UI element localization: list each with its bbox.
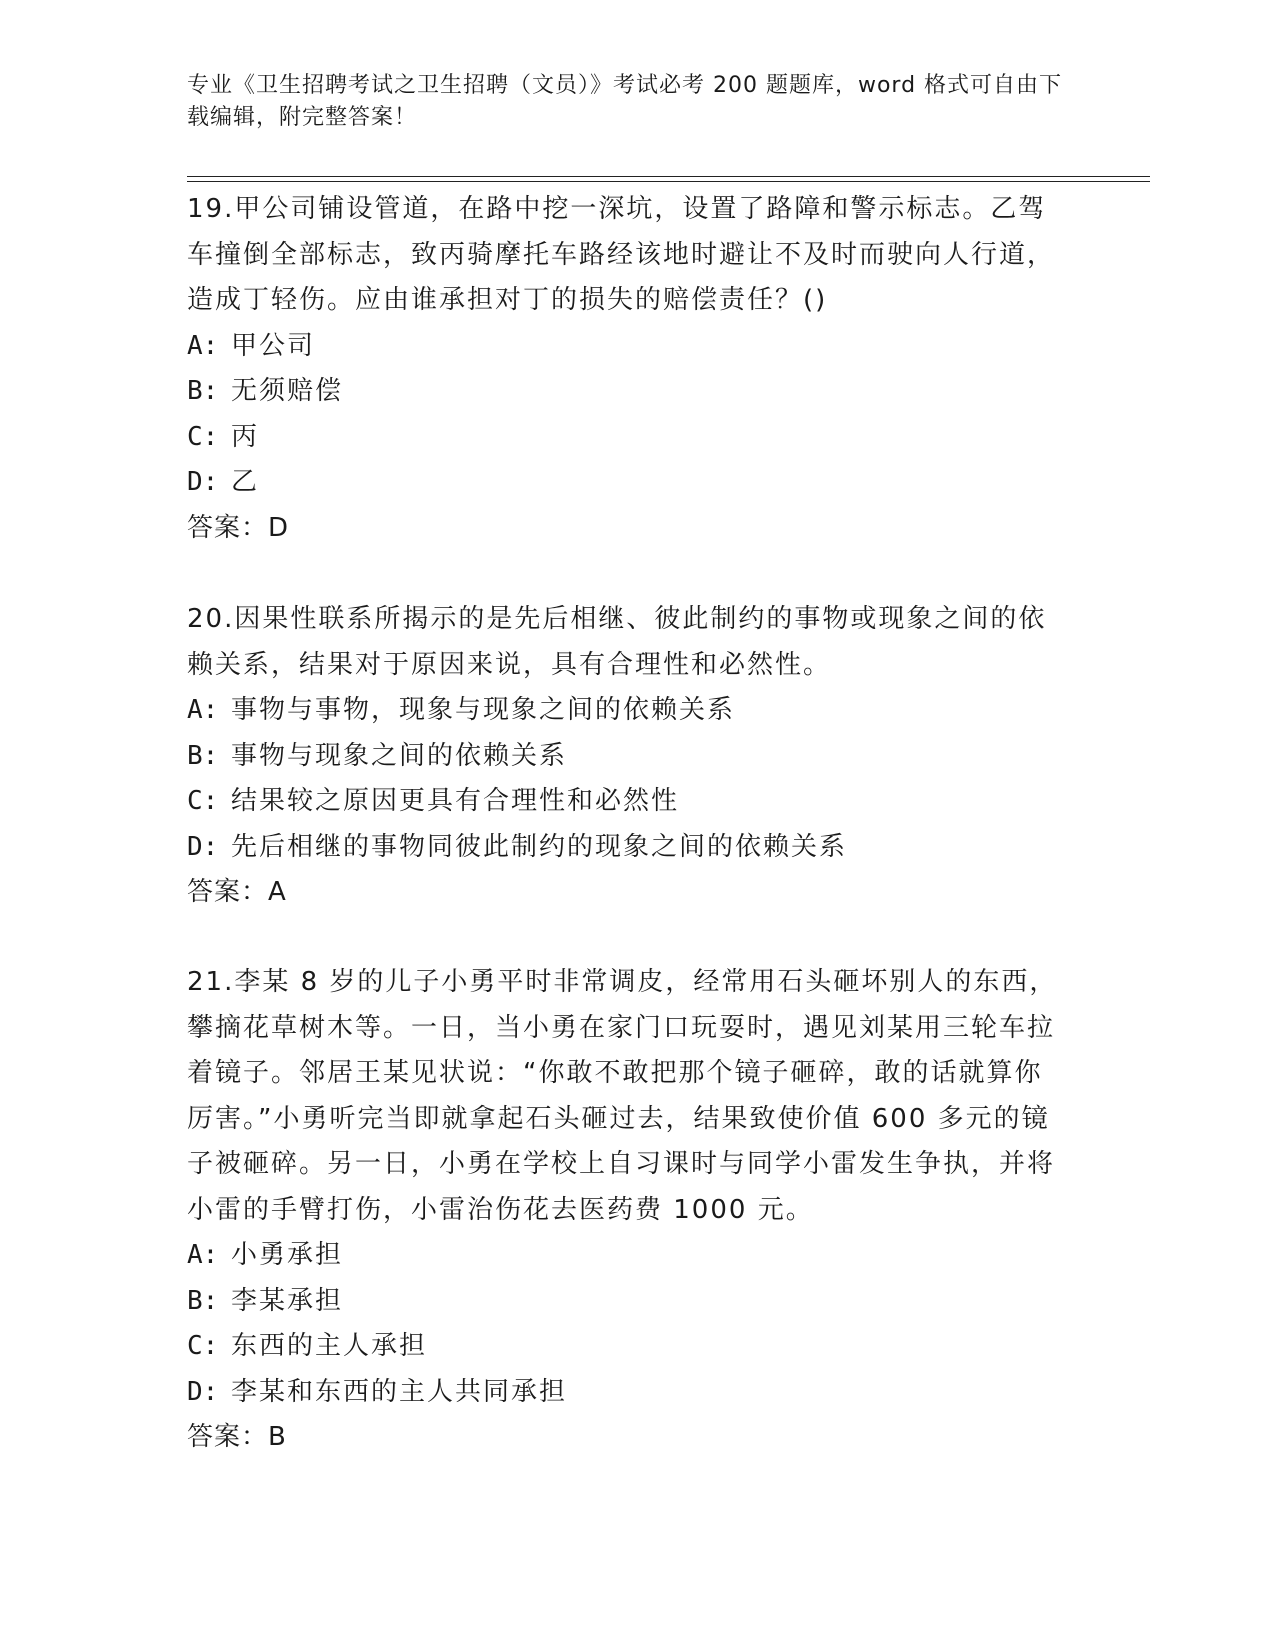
option-key: C: bbox=[187, 786, 219, 816]
option-key: A: bbox=[187, 330, 219, 361]
option-a bbox=[187, 688, 1067, 734]
question-stem: 21.李某 8 岁的儿子小勇平时非常调皮，经常用石头砸坏别人的东西，攀摘花草树木等。一日，当小勇在家门口玩耍时，遇见刘某用三轮车拉着镜子。邻居王某见状说：“你敢不敢把那个镜子砸碎，敢的话就算你厉害。”小勇听完当即就拿起石头砸过去，结果致使价值 600 多元的镜子被砸碎。另一日，小勇在学校上自习课时与同学小雷发生争执，并将小雷的手臂打伤，小雷治伤花去医药费 1000 元。 bbox=[187, 967, 1058, 1225]
option-text: 乙 bbox=[231, 467, 260, 497]
option-b bbox=[187, 1279, 1067, 1325]
option-text: 东西的主人承担 bbox=[231, 1331, 428, 1361]
answer-label: 答案：D bbox=[187, 512, 290, 543]
option-text: 丙 bbox=[231, 421, 260, 452]
option-key: D: bbox=[187, 1376, 219, 1407]
option-c bbox=[187, 415, 1067, 461]
option-b bbox=[187, 734, 1067, 780]
option-key: B: bbox=[187, 740, 219, 771]
option-text: 事物与现象之间的依赖关系 bbox=[231, 740, 568, 771]
option-key: B: bbox=[187, 1285, 219, 1316]
question-19 bbox=[187, 187, 1067, 551]
question-20 bbox=[187, 597, 1067, 916]
header-divider-top bbox=[187, 176, 1150, 177]
option-c bbox=[187, 1324, 1067, 1370]
option-text: 先后相继的事物同彼此制约的现象之间的依赖关系 bbox=[231, 831, 848, 862]
option-key: A: bbox=[187, 695, 219, 725]
option-text: 无须赔偿 bbox=[231, 376, 344, 406]
option-key: D: bbox=[187, 467, 219, 497]
option-d bbox=[187, 460, 1067, 506]
option-text: 小勇承担 bbox=[231, 1240, 344, 1270]
option-key: D: bbox=[187, 831, 219, 862]
question-21 bbox=[187, 960, 1067, 1461]
question-stem: 20.因果性联系所揭示的是先后相继、彼此制约的事物或现象之间的依赖关系，结果对于原因来说，具有合理性和必然性。 bbox=[187, 604, 1047, 680]
option-key: A: bbox=[187, 1240, 219, 1270]
answer-label: 答案：B bbox=[187, 1422, 287, 1452]
option-a bbox=[187, 324, 1067, 370]
option-key: C: bbox=[187, 421, 219, 452]
option-key: C: bbox=[187, 1331, 219, 1361]
option-text: 甲公司 bbox=[231, 330, 316, 361]
option-b bbox=[187, 369, 1067, 415]
option-c bbox=[187, 779, 1067, 825]
option-d bbox=[187, 1370, 1067, 1416]
option-a bbox=[187, 1233, 1067, 1279]
option-text: 李某和东西的主人共同承担 bbox=[231, 1376, 568, 1407]
option-text: 事物与事物，现象与现象之间的依赖关系 bbox=[231, 695, 736, 725]
document-header: 专业《卫生招聘考试之卫生招聘（文员）》考试必考 200 题题库，word 格式可自由下载编辑，附完整答案！ bbox=[187, 73, 1063, 130]
option-text: 李某承担 bbox=[231, 1285, 344, 1316]
answer-label: 答案：A bbox=[187, 877, 287, 907]
option-d bbox=[187, 825, 1067, 871]
option-text: 结果较之原因更具有合理性和必然性 bbox=[231, 786, 680, 816]
header-divider-bottom bbox=[187, 181, 1150, 182]
question-stem: 19.甲公司铺设管道，在路中挖一深坑，设置了路障和警示标志。乙驾车撞倒全部标志，致丙骑摩托车路经该地时避让不及时而驶向人行道，造成丁轻伤。应由谁承担对丁的损失的赔偿责任？() bbox=[187, 194, 1056, 315]
option-key: B: bbox=[187, 376, 219, 406]
